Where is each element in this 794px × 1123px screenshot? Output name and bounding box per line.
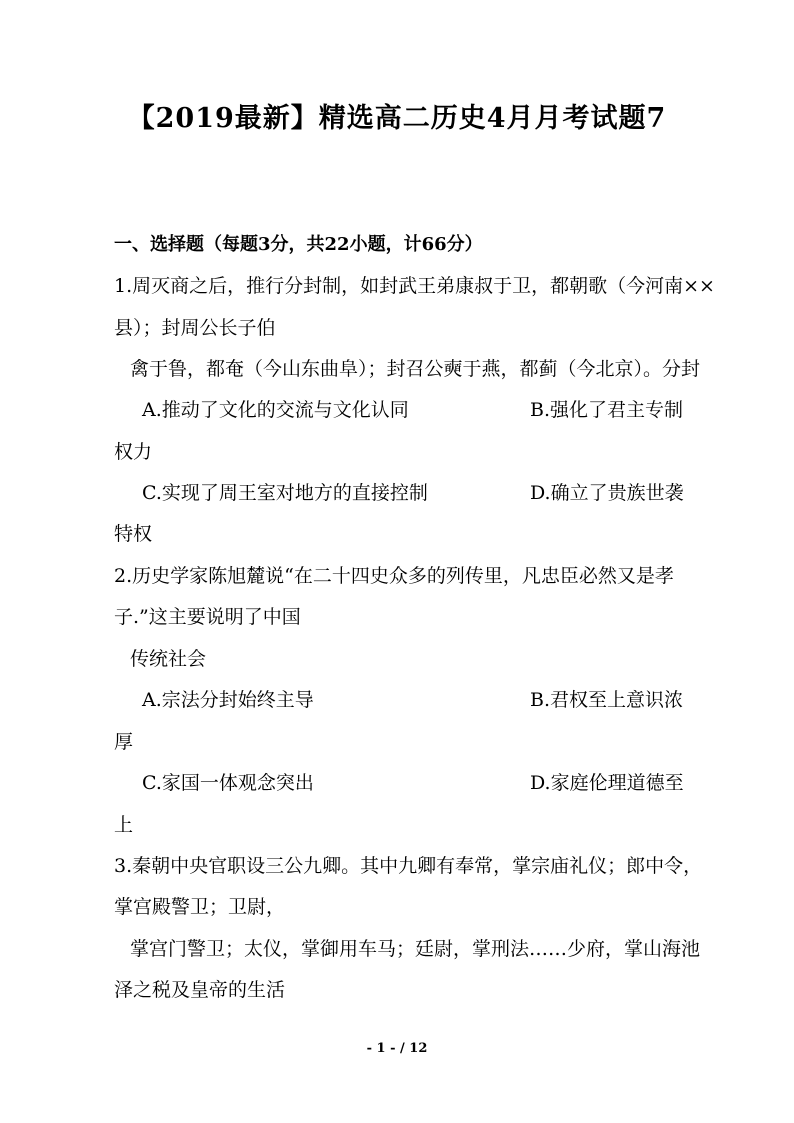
q1-option-c: C.实现了周王室对地方的直接控制 <box>142 482 428 504</box>
q1-stem-line3: 禽于鲁，都奄（今山东曲阜）；封召公奭于燕，都蓟（今北京）。分封 <box>130 358 701 380</box>
q2-stem-line1: 2.历史学家陈旭麓说“在二十四史众多的列传里，凡忠臣必然又是孝 <box>114 565 674 587</box>
page-number: - 1 - / 12 <box>366 1041 428 1056</box>
q2-option-c: C.家国一体观念突出 <box>142 772 314 794</box>
q2-option-d: D.家庭伦理道德至 <box>530 772 684 794</box>
q1-stem-line1: 1.周灭商之后，推行分封制，如封武王弟康叔于卫，都朝歌（今河南×× <box>114 275 715 297</box>
q1-option-d: D.确立了贵族世袭 <box>530 482 684 504</box>
section-heading: 一、选择题（每题3分，共22小题，计66分） <box>114 234 483 255</box>
q3-stem-line2: 掌宫殿警卫；卫尉， <box>114 896 286 918</box>
q1-option-b-cont: 权力 <box>114 441 153 463</box>
q2-option-b-cont: 厚 <box>114 731 134 753</box>
q2-option-b: B.君权至上意识浓 <box>530 689 684 711</box>
page-title: 【2019最新】精选高二历史4月月考试题7 <box>127 103 667 134</box>
q1-option-b: B.强化了君主专制 <box>530 399 684 421</box>
q3-stem-line1: 3.秦朝中央官职设三公九卿。其中九卿有奉常，掌宗庙礼仪；郎中令， <box>114 855 703 877</box>
q2-option-a: A.宗法分封始终主导 <box>142 689 314 711</box>
q1-option-d-cont: 特权 <box>114 523 153 545</box>
q3-stem-line4: 泽之税及皇帝的生活 <box>114 979 286 1001</box>
q1-option-a: A.推动了文化的交流与文化认同 <box>142 399 409 421</box>
q2-option-d-cont: 上 <box>114 814 134 836</box>
q1-stem-line2: 县）；封周公长子伯 <box>114 317 276 339</box>
q3-stem-line3: 掌宫门警卫；太仪，掌御用车马；廷尉，掌刑法……少府，掌山海池 <box>130 938 701 960</box>
q2-stem-line3: 传统社会 <box>130 648 207 670</box>
q2-stem-line2: 子.”这主要说明了中国 <box>114 606 301 628</box>
